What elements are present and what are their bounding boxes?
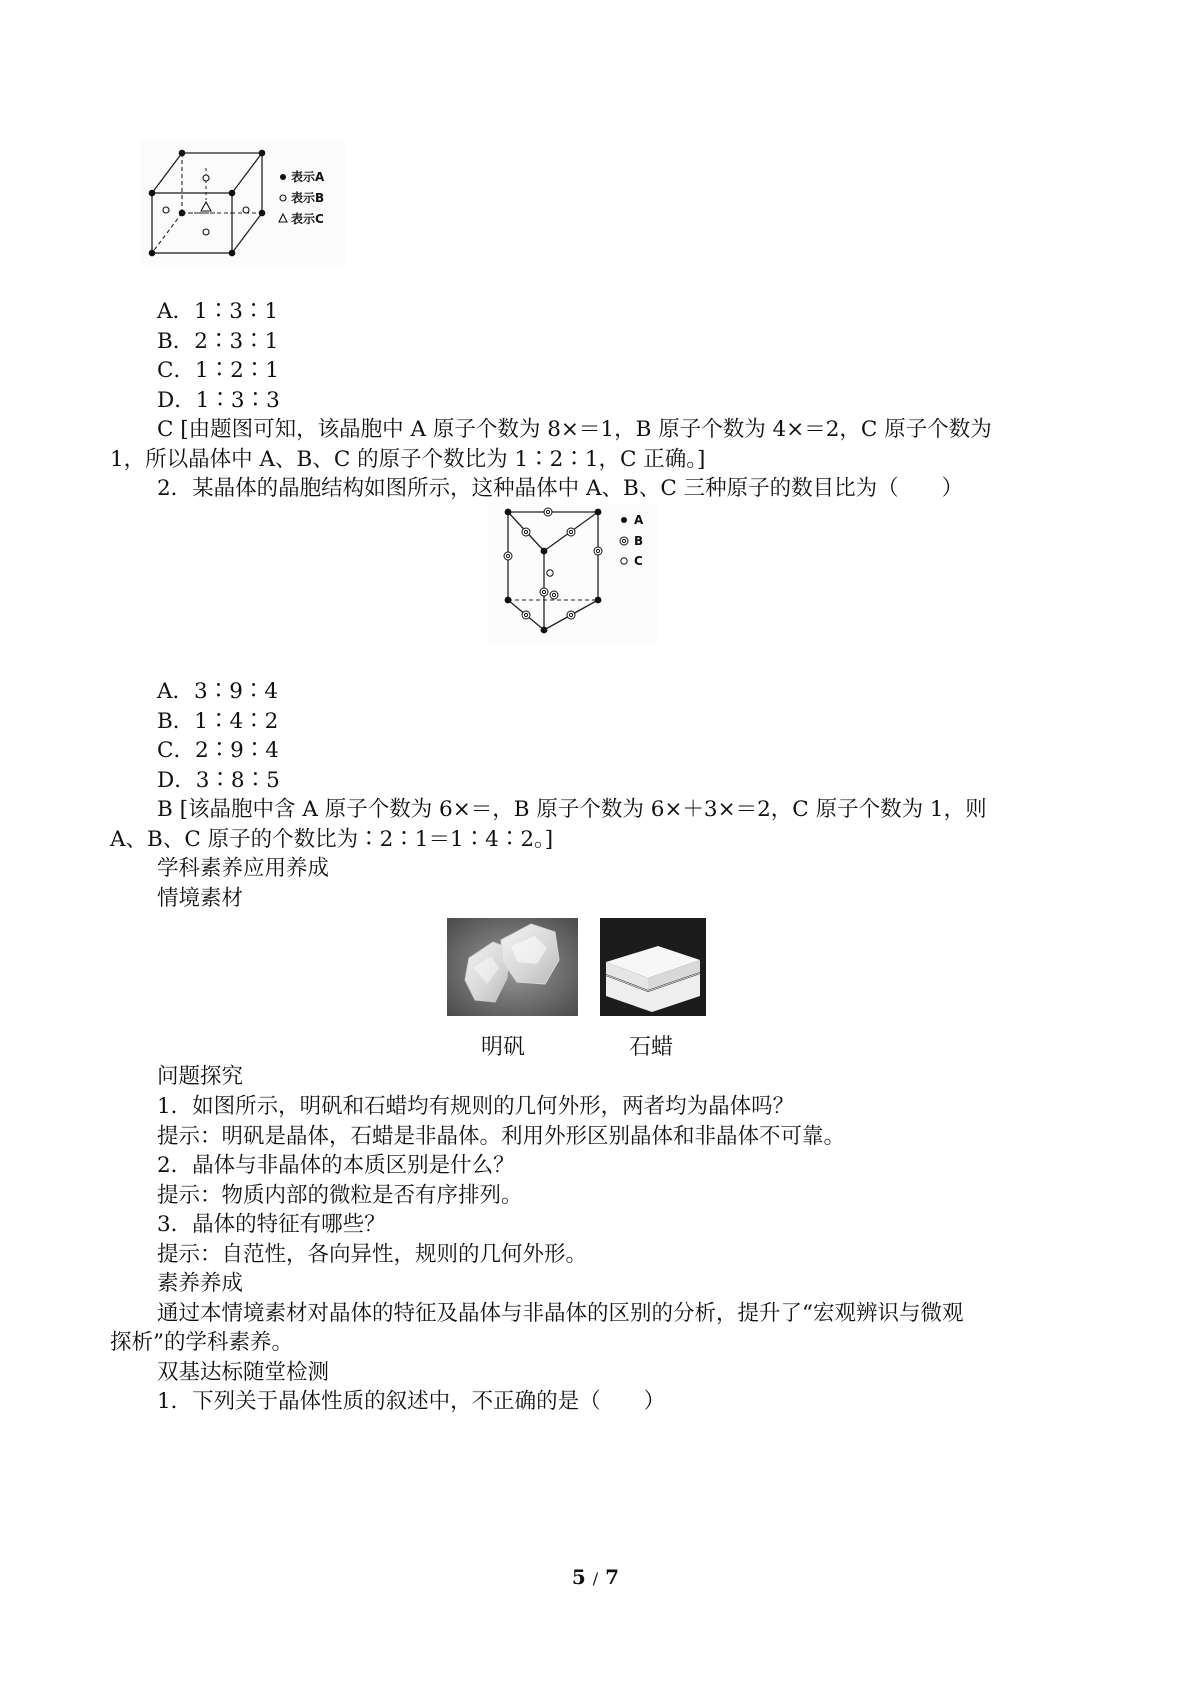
section-title: 学科素养应用养成: [157, 856, 330, 881]
q2-option-b: B．1∶4∶2: [157, 709, 279, 734]
q1-option-c: C．1∶2∶1: [157, 358, 279, 383]
page-number: [0, 1565, 1191, 1589]
explore-question-2: 2．晶体与非晶体的本质区别是什么？: [157, 1153, 515, 1178]
page-separator: /: [592, 1569, 599, 1588]
legend-c-label: 表示C: [291, 212, 324, 226]
alum-photo: [447, 918, 578, 1020]
page-total: 7: [605, 1565, 620, 1589]
q2-answer-line-1: B [该晶胞中含 A 原子个数为 6×＝，B 原子个数为 6×＋3×＝2，C 原子个数为 1，则: [157, 797, 987, 822]
legend-a-label: 表示A: [291, 170, 325, 184]
prism-legend-b-label: B: [634, 534, 644, 548]
prism-atom-c-marker: [547, 570, 553, 576]
prism-legend-c-label: C: [634, 554, 643, 568]
legend-b-symbol: [280, 195, 286, 201]
page-current: 5: [571, 1565, 586, 1589]
prism-legend-a-symbol: [621, 517, 627, 523]
q1-option-d: D．1∶3∶3: [157, 388, 280, 413]
explore-title: 问题探究: [157, 1064, 244, 1089]
q2-answer-line-2: A、B、C 原子的个数比为∶2∶1＝1∶4∶2。]: [110, 827, 554, 852]
prism-legend-c-symbol: [621, 558, 627, 564]
paraffin-photo: [600, 918, 706, 1020]
explore-question-1: 1．如图所示，明矾和石蜡均有规则的几何外形，两者均为晶体吗？: [157, 1094, 795, 1119]
legend-a-symbol: [280, 174, 286, 180]
q1-option-b: B．2∶3∶1: [157, 329, 279, 354]
literacy-title: 素养养成: [157, 1271, 244, 1296]
q1-answer-line-2: 1，所以晶体中 A、B、C 的原子个数比为 1∶2∶1，C 正确。]: [110, 447, 706, 472]
q2-stem: 2．某晶体的晶胞结构如图所示，这种晶体中 A、B、C 三种原子的数目比为（ ）: [157, 476, 964, 501]
drill-title: 双基达标随堂检测: [157, 1360, 330, 1385]
q2-option-d: D．3∶8∶5: [157, 768, 280, 793]
unit-cell-prism-figure: [488, 503, 658, 643]
literacy-line-1: 通过本情境素材对晶体的特征及晶体与非晶体的区别的分析，提升了“宏观辨识与微观: [157, 1301, 964, 1326]
material-title: 情境素材: [157, 886, 244, 911]
literacy-line-2: 探析”的学科素养。: [110, 1330, 293, 1355]
alum-caption: 明矾: [481, 1035, 526, 1060]
explore-hint-2: 提示：物质内部的微粒是否有序排列。: [157, 1183, 523, 1208]
explore-hint-3: 提示：自范性，各向异性，规则的几何外形。: [157, 1242, 588, 1267]
drill-question-1: 1．下列关于晶体性质的叙述中，不正确的是（ ）: [157, 1389, 666, 1414]
prism-legend-a-label: A: [634, 513, 644, 527]
paraffin-caption: 石蜡: [629, 1035, 674, 1060]
unit-cell-cube-figure: [140, 140, 345, 265]
prism-legend-b-inner: [622, 539, 625, 542]
q2-option-a: A．3∶9∶4: [157, 679, 279, 704]
q1-answer-line-1: C [由题图可知，该晶胞中 A 原子个数为 8×＝1，B 原子个数为 4×＝2，C 原子个数为: [157, 417, 992, 442]
explore-hint-1: 提示：明矾是晶体，石蜡是非晶体。利用外形区别晶体和非晶体不可靠。: [157, 1124, 846, 1149]
legend-b-label: 表示B: [291, 191, 325, 205]
q2-option-c: C．2∶9∶4: [157, 738, 279, 763]
q1-option-a: A．1∶3∶1: [157, 299, 279, 324]
explore-question-3: 3．晶体的特征有哪些？: [157, 1212, 386, 1237]
